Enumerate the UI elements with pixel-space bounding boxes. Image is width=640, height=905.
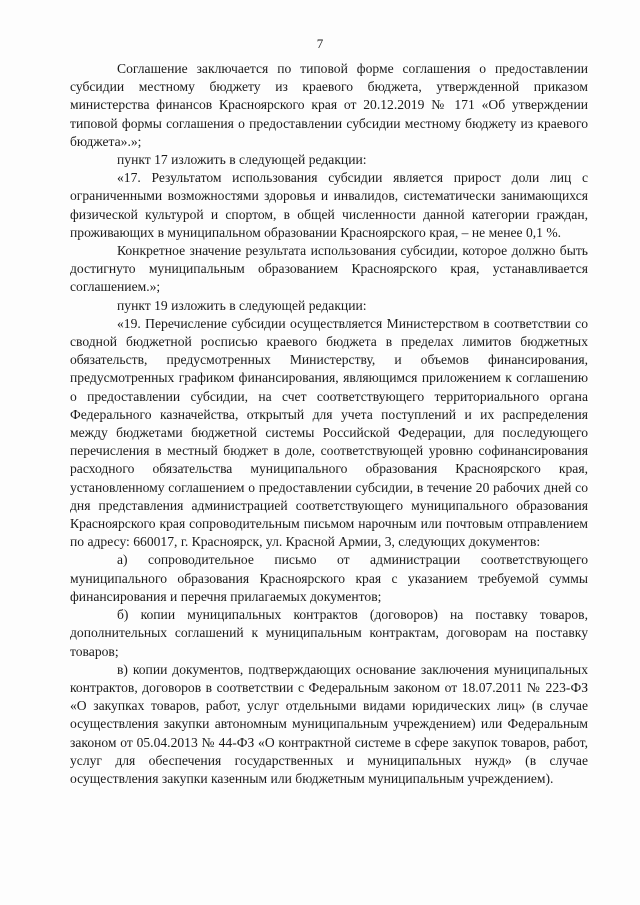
- page-number: 7: [316, 36, 324, 51]
- paragraph-list-item-v: в) копии документов, подтверждающих основание заключения муниципальных контрактов, договоров в соответствии с Федеральным законом от 18.07.2011 № 223-ФЗ «О закупках товаров, работ, услуг отдельными видами юридических лиц» (в случае осуществления закупки автономным муниципальным учреждением) или Федеральным законом от 05.04.2013 № 44-ФЗ «О контрактной системе в сфере закупок товаров, работ, услуг для обеспечения государственных и муниципальных нужд» (в случае осуществления закупки казенным или бюджетным муниципальным учреждением).: [70, 661, 588, 786]
- paragraph-item-17-result: «17. Результатом использования субсидии является прирост доли лиц с ограниченными возможностями здоровья и инвалидов, систематически занимающихся физической культурой и спортом, в общей численности данной категории граждан, проживающих в муниципальном образовании Красноярского края, – не менее 0,1 %.: [70, 170, 588, 240]
- paragraph-list-item-a: а) сопроводительное письмо от администрации соответствующего муниципального образования Красноярского края с указанием требуемой суммы финансирования и перечня прилагаемых документов;: [70, 552, 588, 604]
- document-body: [70, 60, 588, 788]
- paragraph-item-19-transfer: «19. Перечисление субсидии осуществляется Министерством в соответствии со сводной бюджетной росписью краевого бюджета в пределах лимитов бюджетных обязательств, предусмотренных Министерству, и объемов финансирования, предусмотренных графиком финансирования, являющимся приложением к соглашению о предоставлении субсидии, на счет соответствующего территориального органа Федерального казначейства, открытый для учета поступлений и их распределения между бюджетами бюджетной системы Российской Федерации, для последующего перечисления в местный бюджет в доле, соответствующей уровню софинансирования расходного обязательства муниципального образования Красноярского края, установленному соглашением о предоставлении субсидии, в течение 20 рабочих дней со дня представления администрацией соответствующего муниципального образования Красноярского края сопроводительным письмом нарочным или почтовым отправлением по адресу: 660017, г. Красноярск, ул. Красной Армии, 3, следующих документов:: [70, 315, 588, 550]
- paragraph-item-19-intro: пункт 19 изложить в следующей редакции:: [117, 297, 367, 313]
- paragraph-item-17-value: Конкретное значение результата использования субсидии, которое должно быть достигнуто муниципальным образованием Красноярского края, устанавливается соглашением.»;: [70, 243, 588, 295]
- paragraph-agreement-form: Соглашение заключается по типовой форме соглашения о предоставлении субсидии местному бюджету из краевого бюджета, утвержденной приказом министерства финансов Красноярского края от 20.12.2019 № 171 «Об утверждении типовой формы соглашения о предоставлении субсидии местному бюджету из краевого бюджета».»;: [70, 61, 588, 149]
- paragraph-list-item-b: б) копии муниципальных контрактов (договоров) на поставку товаров, дополнительных соглашений к муниципальным контрактам, договорам на поставку товаров;: [70, 607, 588, 659]
- paragraph-item-17-intro: пункт 17 изложить в следующей редакции:: [117, 152, 367, 168]
